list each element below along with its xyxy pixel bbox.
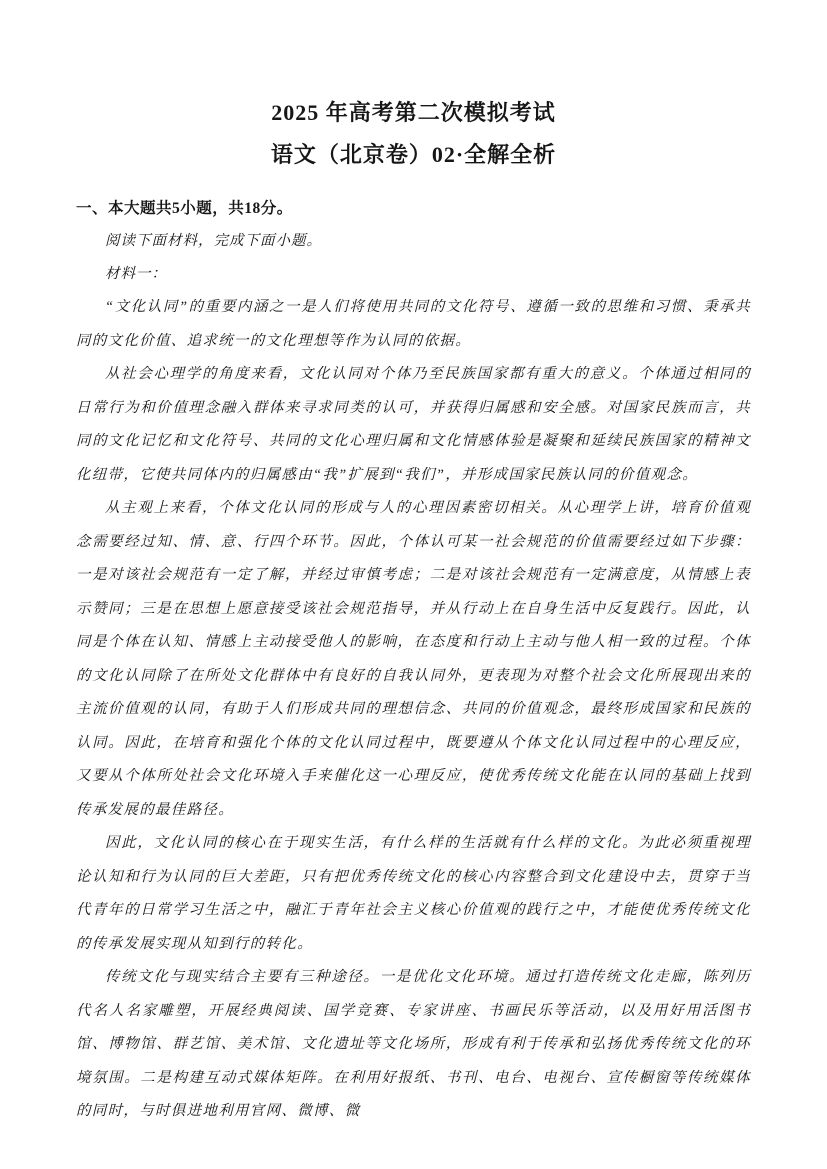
material-paragraph-5: 传统文化与现实结合主要有三种途径。一是优化文化环境。通过打造传统文化走廊，陈列历代名人名家雕塑，开展经典阅读、国学竞赛、专家讲座、书画民乐等活动，以及用好用活图书馆、博物馆、群艺馆、美术馆、文化遗址等文化场所，形成有利于传承和弘扬优秀传统文化的环境氛围。二是构建互动式媒体矩阵。在利用好报纸、书刊、电台、电视台、宣传橱窗等传统媒体的同时，与时俱进地利用官网、微博、微 [76, 969, 751, 1119]
exam-title-line1: 2025 年高考第二次模拟考试 [271, 100, 556, 125]
material-paragraph-2: 从社会心理学的角度来看，文化认同对个体乃至民族国家都有重大的意义。个体通过相同的日常行为和价值理念融入群体来寻求同类的认可，并获得归属感和安全感。对国家民族而言，共同的文化记忆和文化符号、共同的文化心理归属和文化情感体验是凝聚和延续民族国家的精神文化纽带，它使共同体内的归属感由“我”扩展到“我们”，并形成国家民族认同的价值观念。 [76, 366, 751, 483]
material-paragraph-4: 因此，文化认同的核心在于现实生活，有什么样的生活就有什么样的文化。为此必须重视理论认知和行为认同的巨大差距，只有把优秀传统文化的核心内容整合到文化建设中去，贯穿于当代青年的日常学习生活之中，融汇于青年社会主义核心价值观的践行之中，才能使优秀传统文化的传承发展实现从知到行的转化。 [76, 835, 751, 952]
material-paragraph-3: 从主观上来看，个体文化认同的形成与人的心理因素密切相关。从心理学上讲，培育价值观念需要经过知、情、意、行四个环节。因此，个体认可某一社会规范的价值需要经过如下步骤：一是对该社会规范有一定了解，并经过审慎考虑；二是对该社会规范有一定满意度，从情感上表示赞同；三是在思想上愿意接受该社会规范指导，并从行动上在自身生活中反复践行。因此，认同是个体在认知、情感上主动接受他人的影响，在态度和行动上主动与他人相一致的过程。个体的文化认同除了在所处文化群体中有良好的自我认同外，更表现为对整个社会文化所展现出来的主流价值观的认同，有助于人们形成共同的理想信念、共同的价值观念，最终形成国家和民族的认同。因此，在培育和强化个体的文化认同过程中，既要遵从个体文化认同过程中的心理反应，又要从个体所处社会文化环境入手来催化这一心理反应，使优秀传统文化能在认同的基础上找到传承发展的最佳路径。 [76, 500, 751, 818]
section-heading: 一、本大题共5小题，共18分。 [76, 200, 293, 217]
material-paragraph-1: “文化认同”的重要内涵之一是人们将使用共同的文化符号、遵循一致的思维和习惯、秉承共同的文化价值、追求统一的文化理想等作为认同的依据。 [76, 299, 751, 349]
exam-title-line2: 语文（北京卷）02·全解全析 [270, 142, 557, 167]
material-label: 材料一： [105, 266, 167, 282]
reading-instruction: 阅读下面材料，完成下面小题。 [105, 233, 322, 249]
